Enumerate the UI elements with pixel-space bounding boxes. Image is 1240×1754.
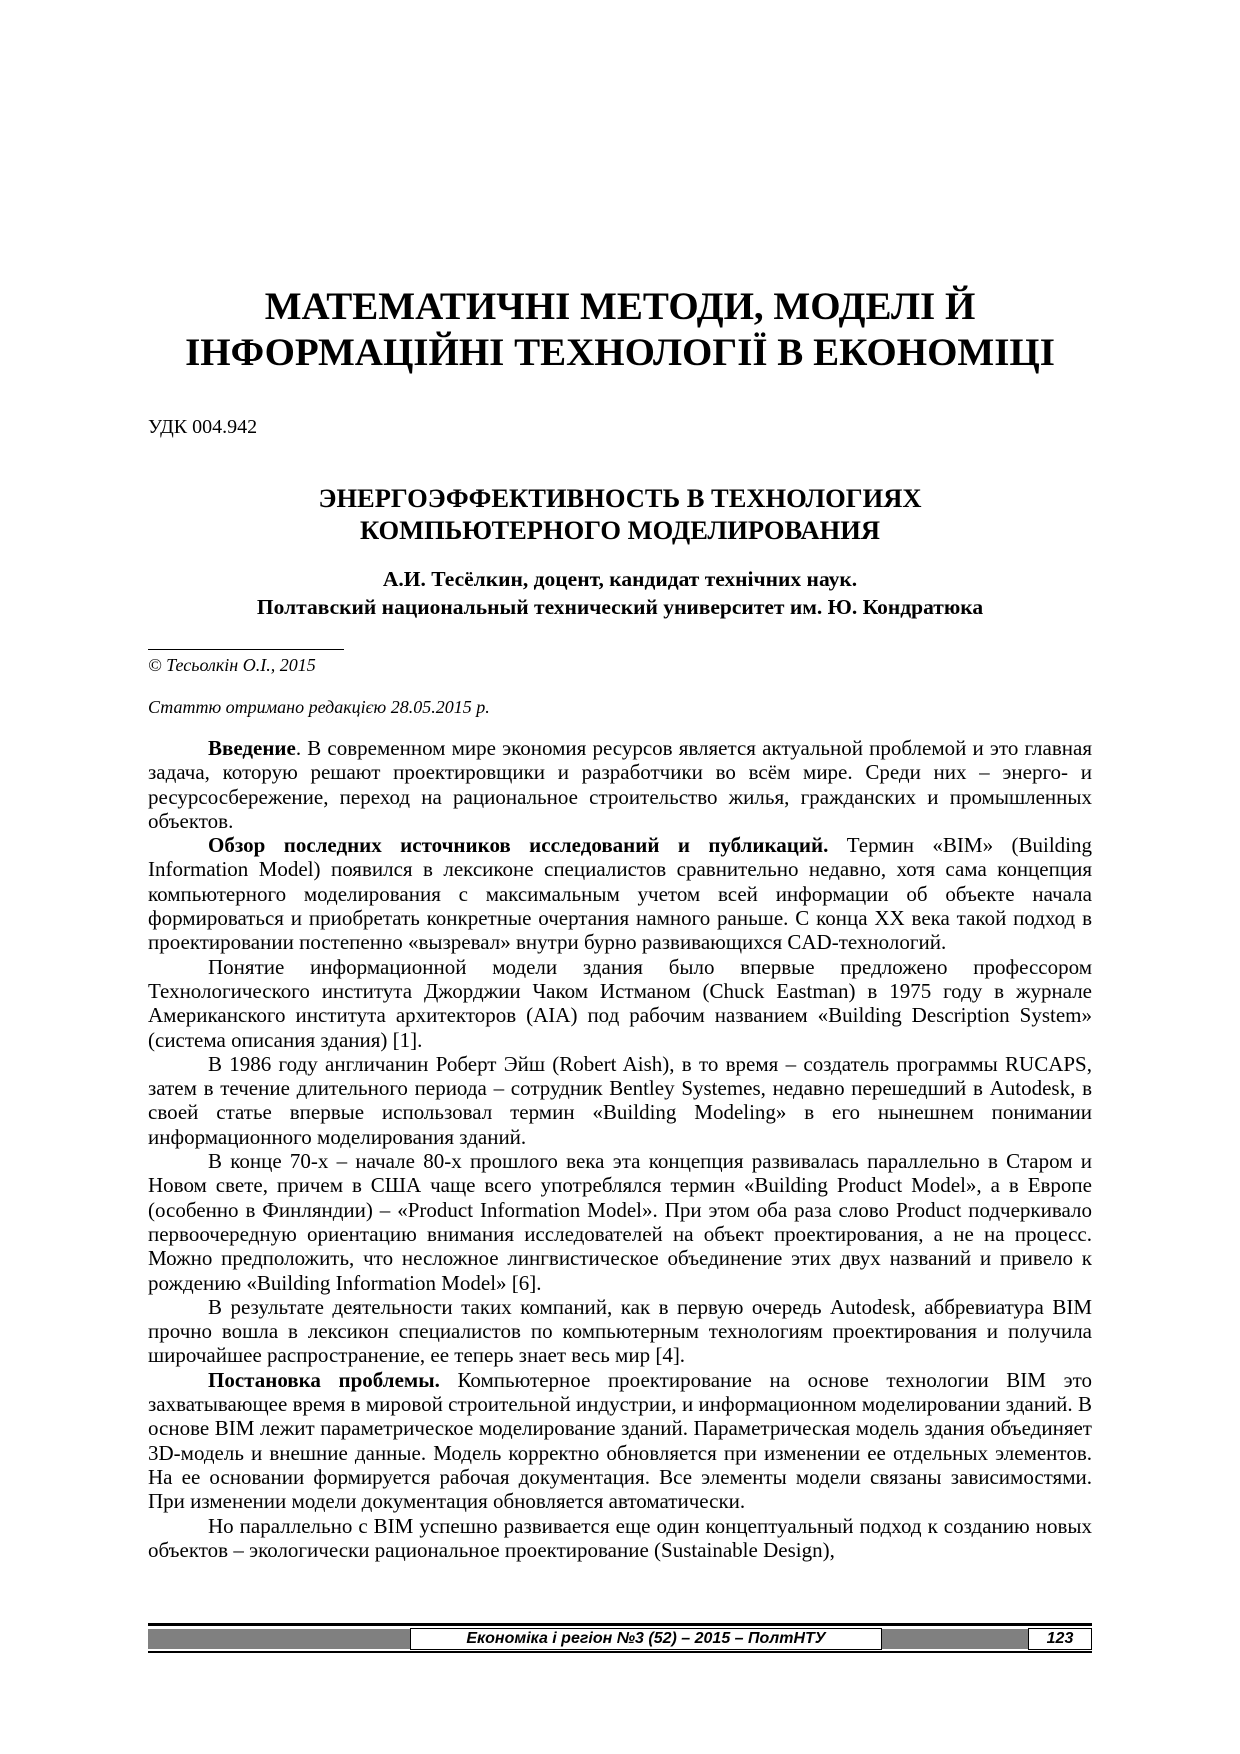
paragraph xyxy=(148,1514,1092,1563)
paragraph xyxy=(148,955,1092,1052)
paragraph xyxy=(148,1052,1092,1149)
page-number: 123 xyxy=(1028,1628,1092,1650)
paragraph-lead: Введение xyxy=(208,736,296,760)
section-title-line-1: МАТЕМАТИЧНІ МЕТОДИ, МОДЕЛІ Й xyxy=(264,285,976,328)
footnote-divider xyxy=(148,649,344,650)
paragraph-text: Понятие информационной модели здания было впервые предложено профессором Технологического института Джорджии Чаком Истманом (Chuck Eastman) в 1975 году в журнале Американского института архитекторов (AIA) под рабочим названием «Building Description System» (система описания здания) [1]. xyxy=(148,954,1092,1052)
page-footer xyxy=(148,1623,1092,1653)
footer-rule-top xyxy=(148,1623,1092,1626)
paragraph-text: В конце 70-х – начале 80-х прошлого века эта концепция развивалась параллельно в Старом и Новом свете, причем в США чаще всего употреблялся термин «Building Product Model», а в Европе (особенно в Финляндии) – «Product Information Model». При этом оба раза слово Product подчеркивало первоочередную ориентацию внимания исследователей на объект проектирования, а не на процесс. Можно предположить, что несложное лингвистическое объединение этих двух названий и привело к рождению «Building Information Model» [6]. xyxy=(148,1149,1092,1295)
copyright-note: © Тесьолкін О.І., 2015 xyxy=(148,655,316,675)
section-title xyxy=(148,284,1092,376)
article-title-line-1: ЭНЕРГОЭФФЕКТИВНОСТЬ В ТЕХНОЛОГИЯХ xyxy=(318,483,922,513)
journal-citation: Економіка і регіон №3 (52) – 2015 – ПолтНТУ xyxy=(410,1628,882,1650)
article-title-line-2: КОМПЬЮТЕРНОГО МОДЕЛИРОВАНИЯ xyxy=(359,515,881,545)
footer-rule-bottom xyxy=(148,1651,1092,1653)
paragraph-text: В 1986 году англичанин Роберт Эйш (Robert Aish), в то время – создатель программы RUCAPS, затем в течение длительного периода – сотрудник Bentley Systemes, недавно перешедший в Autodesk, в своей статье впервые использовал термин «Building Modeling» в его нынешнем понимании информационного моделирования зданий. xyxy=(148,1051,1092,1149)
paragraph-text: Термин «BIM» (Building Information Model) появился в лексиконе специалистов сравнительно недавно, хотя сама концепция компьютерного моделирования с максимальным учетом всей информации об объекте начала формироваться и приобретать конкретные очертания намного раньше. С конца XX века такой подход в проектировании постепенно «вызревал» внутри бурно развивающихся CAD-технологий. xyxy=(148,833,1092,955)
paragraph-text: Компьютерное проектирование на основе технологии BIM это захватывающее время в мировой строительной индустрии, и информационном моделировании зданий. В основе BIM лежит параметрическое моделирование зданий. Параметрическая модель здания объединяет 3D-модель и внешние данные. Модель корректно обновляется при изменении ее отдельных элементов. На ее основании формируется рабочая документация. Все элементы модели связаны зависимостями. При изменении модели документация обновляется автоматически. xyxy=(148,1367,1092,1514)
udk-code: УДК 004.942 xyxy=(148,416,258,438)
paragraph-lead: Постановка проблемы. xyxy=(208,1367,440,1392)
paragraph-text: . В современном мире экономия ресурсов является актуальной проблемой и это главная задача, которую решают проектировщики и разработчики во всём мире. Среди них – энерго- и ресурсосбережение, переход на рациональное строительство жилья, гражданских и промышленных объектов. xyxy=(148,736,1092,833)
paragraph xyxy=(148,1295,1092,1368)
paragraph-problem-statement xyxy=(148,1368,1092,1514)
paragraph-introduction xyxy=(148,736,1092,833)
paragraph xyxy=(148,1149,1092,1295)
paragraph-text: В результате деятельности таких компаний, как в первую очередь Autodesk, аббревиатура BIM прочно вошла в лексикон специалистов по компьютерным технологиям проектирования и получила широчайшее распространение, ее теперь знает весь мир [4]. xyxy=(148,1294,1092,1368)
paragraph-lead: Обзор последних источников исследований и публикаций. xyxy=(208,833,829,858)
article-body xyxy=(148,736,1092,1562)
section-title-line-2: ІНФОРМАЦІЙНІ ТЕХНОЛОГІЇ В ЕКОНОМІЦІ xyxy=(185,331,1055,374)
paragraph-literature-review xyxy=(148,833,1092,954)
paragraph-text: Но параллельно с BIM успешно развивается еще один концептуальный подход к созданию новых объектов – экологически рациональное проектирование (Sustainable Design), xyxy=(148,1513,1092,1562)
received-date-note: Статтю отримано редакцією 28.05.2015 р. xyxy=(148,697,490,717)
article-title xyxy=(148,482,1092,546)
affiliation-line: Полтавский национальный технический университет им. Ю. Кондратюка xyxy=(256,595,984,619)
authors-block xyxy=(148,565,1092,621)
author-line: А.И. Тесёлкин, доцент, кандидат технічних наук. xyxy=(382,567,858,591)
